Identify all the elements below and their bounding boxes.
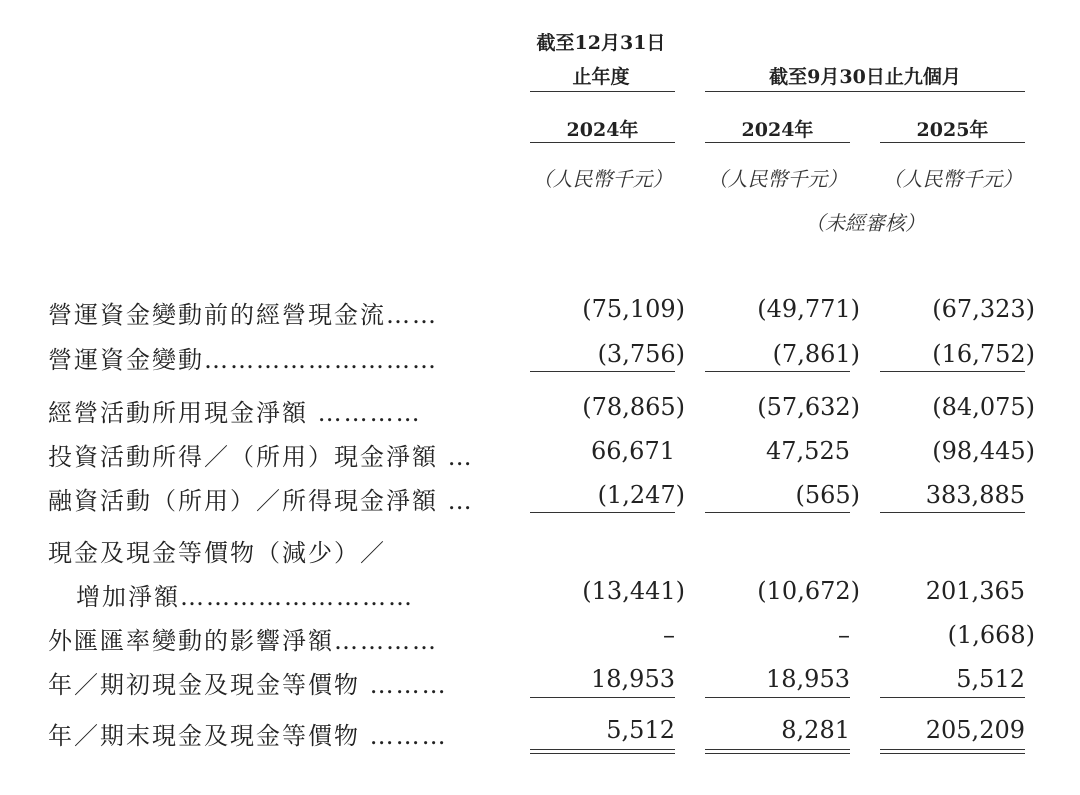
value-col1: (3,756) [597,340,685,368]
value-col3: 383,885 [925,481,1025,509]
value-col3: (98,445) [932,437,1035,465]
value-col1: 66,671 [591,437,675,465]
header-rule-col23 [705,91,1025,92]
year-col3: 2025年 [916,119,989,141]
row-label: 營運資金變動……………………… [48,346,438,374]
value-col3: 5,512 [956,665,1025,693]
subtotal-rule-col2 [705,697,850,698]
value-col2: 18,953 [766,665,850,693]
subtotal-rule-col1 [530,512,675,513]
subtotal-rule-col3 [880,371,1025,372]
row-label: 融資活動（所用）／所得現金淨額 … [48,487,474,515]
value-col3: (84,075) [932,393,1035,421]
value-col1: (1,247) [597,481,685,509]
subtotal-rule-col1 [530,697,675,698]
value-col2: (565) [795,481,860,509]
col23-header: 截至9月30日止九個月 [769,66,961,88]
row-label: 外匯匯率變動的影響淨額………… [48,627,438,655]
value-col1: (13,441) [582,577,685,605]
total-double-rule-col3 [880,749,1025,754]
value-col2: – [838,621,850,649]
year-col1: 2024年 [566,119,639,141]
value-col2: (10,672) [757,577,860,605]
value-col1: 5,512 [606,716,675,744]
row-label: 現金及現金等價物（減少）／ [48,539,386,567]
value-col1: (75,109) [582,295,685,323]
year-rule-col3 [880,142,1025,143]
col1-header-line1: 截至12月31日 [536,32,666,54]
year-rule-col1 [530,142,675,143]
subtotal-rule-col3 [880,512,1025,513]
value-col3: 205,209 [925,716,1025,744]
value-col3: (1,668) [947,621,1035,649]
value-col1: 18,953 [591,665,675,693]
row-label: 經營活動所用現金淨額 ………… [48,399,422,427]
row-label: 增加淨額……………………… [76,583,414,611]
row-label: 營運資金變動前的經營現金流…… [48,301,438,329]
value-col2: 8,281 [781,716,850,744]
value-col3: (67,323) [932,295,1035,323]
subtotal-rule-col1 [530,371,675,372]
unaudited-note: （未經審核） [805,211,925,235]
value-col1: – [663,621,675,649]
row-label: 年／期初現金及現金等價物 ……… [48,671,448,699]
year-rule-col2 [705,142,850,143]
year-col2: 2024年 [741,119,814,141]
subtotal-rule-col2 [705,512,850,513]
total-double-rule-col1 [530,749,675,754]
value-col2: (57,632) [757,393,860,421]
subtotal-rule-col2 [705,371,850,372]
value-col2: (7,861) [772,340,860,368]
row-label: 年／期末現金及現金等價物 ……… [48,722,448,750]
unit-col3: （人民幣千元） [882,167,1023,191]
unit-col1: （人民幣千元） [532,167,673,191]
value-col3: 201,365 [925,577,1025,605]
value-col3: (16,752) [932,340,1035,368]
total-double-rule-col2 [705,749,850,754]
row-label: 投資活動所得／（所用）現金淨額 … [48,443,474,471]
value-col2: (49,771) [757,295,860,323]
unit-col2: （人民幣千元） [707,167,848,191]
header-rule-col1 [530,91,675,92]
subtotal-rule-col3 [880,697,1025,698]
col1-header-line2: 止年度 [572,66,630,88]
value-col2: 47,525 [766,437,850,465]
value-col1: (78,865) [582,393,685,421]
